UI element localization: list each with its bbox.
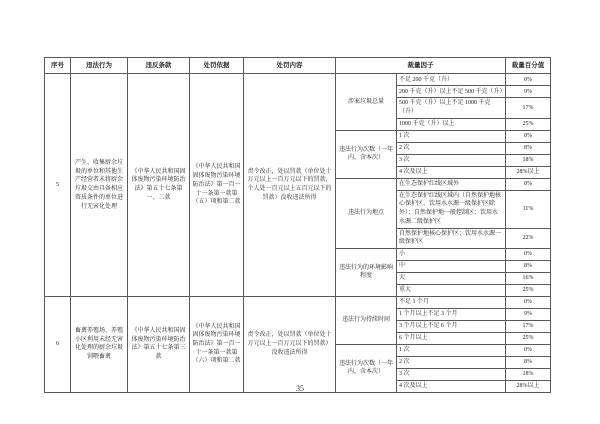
cell-factor-label: 1 次 (397, 130, 506, 142)
cell-factor-label: 3 次 (397, 368, 506, 380)
cell-factor-label: 1 次 (397, 344, 506, 356)
cell-factor-label: 500 千克（升）以上不足 1000 千克（升） (397, 98, 506, 118)
cell-percent: 8% (506, 142, 551, 154)
cell-percent: 8% (506, 260, 551, 272)
cell-percent: 16% (506, 272, 551, 284)
cell-seq: 6 (45, 296, 71, 392)
cell-percent: 18% (506, 154, 551, 166)
cell-factor-label: 4 次及以上 (397, 380, 506, 392)
cell-percent: 25% (506, 332, 551, 344)
cell-clause: 《中华人民共和国固体废物污染环境防治法》第五十七条第三款 (128, 296, 190, 392)
cell-percent: 0% (506, 248, 551, 260)
cell-percent: 0% (506, 296, 551, 308)
cell-percent: 0% (506, 178, 551, 190)
cell-factor-label: 不足 200 千克（升） (397, 74, 506, 86)
cell-percent: 9% (506, 308, 551, 320)
cell-factor-group: 违法行为持续时间 (336, 296, 397, 344)
header-factor: 裁量因子 (336, 58, 506, 74)
cell-behavior: 产生、收集厨余垃圾的单位和其他生产经营者未将厨余垃圾交由具备相应资质条件的单位进行无害化处理 (71, 74, 128, 297)
cell-factor-group: 违法行为地点 (336, 178, 397, 248)
cell-factor-label: 4 次及以上 (397, 166, 506, 178)
cell-factor-label: 不足 1 个月 (397, 296, 506, 308)
cell-factor-label: 200 千克（升）以上不足 500 千克（升） (397, 86, 506, 98)
header-seq: 序号 (45, 58, 71, 74)
cell-percent: 22% (506, 228, 551, 248)
cell-percent: 0% (506, 74, 551, 86)
factor-row (45, 74, 551, 86)
cell-factor-label: 1 个月以上不足 3 个月 (397, 308, 506, 320)
cell-factor-label: 3 次 (397, 154, 506, 166)
cell-factor-group: 违法行为的环境影响程度 (336, 248, 397, 296)
cell-basis: 《中华人民共和国固体废物污染环境防治法》第一百一十一条第一款第（五）项和第二款 (190, 74, 244, 297)
cell-behavior: 畜禽养殖场、养殖小区利用未经无害化处理的厨余垃圾饲喂畜禽 (71, 296, 128, 392)
cell-factor-group: 违法行为次数（一年内，含本次） (336, 130, 397, 178)
cell-factor-label: 自然保护地核心保护区；饮用水水源一级保护区 (397, 228, 506, 248)
cell-factor-label: 2 次 (397, 356, 506, 368)
cell-percent: 17% (506, 320, 551, 332)
header-behavior: 违法行为 (71, 58, 128, 74)
cell-percent: 0% (506, 130, 551, 142)
cell-percent: 25% (506, 284, 551, 296)
cell-percent: 25% (506, 118, 551, 130)
cell-factor-label: 在生态保护红线区域内（自然保护地核心保护区、饮用水水源一级保护区除外）；自然保护地一般控制区；饮用水水源二级保护区 (397, 190, 506, 228)
cell-percent: 28%以上 (506, 166, 551, 178)
cell-factor-group: 违法行为次数（一年内，含本次） (336, 344, 397, 392)
cell-factor-label: 重大 (397, 284, 506, 296)
penalty-discretion-table (44, 57, 551, 393)
cell-factor-group: 涉案垃圾总量 (336, 74, 397, 130)
cell-percent: 11% (506, 190, 551, 228)
cell-factor-label: 大 (397, 272, 506, 284)
factor-row (45, 296, 551, 308)
cell-penalty: 责令改正，处以罚款（单位处十万元以上一百万元以下的罚款）没收违法所得 (244, 296, 336, 392)
table-header-row (45, 58, 551, 74)
cell-factor-label: 6 个月以上 (397, 332, 506, 344)
header-penalty: 处罚内容 (244, 58, 336, 74)
header-basis: 处罚依据 (190, 58, 244, 74)
cell-factor-label: 小 (397, 248, 506, 260)
cell-factor-label: 1000 千克（升）以上 (397, 118, 506, 130)
header-percent: 裁量百分值 (506, 58, 551, 74)
cell-factor-label: 中 (397, 260, 506, 272)
page-number: 35 (296, 384, 304, 393)
cell-clause: 《中华人民共和国固体废物污染环境防治法》第五十七条第一、二款 (128, 74, 190, 297)
cell-seq: 5 (45, 74, 71, 297)
cell-percent: 9% (506, 86, 551, 98)
cell-percent: 0% (506, 344, 551, 356)
cell-percent: 8% (506, 356, 551, 368)
cell-percent: 18% (506, 368, 551, 380)
cell-percent: 17% (506, 98, 551, 118)
cell-factor-label: 在生态保护红线区域外 (397, 178, 506, 190)
cell-factor-label: 3 个月以上不足 6 个月 (397, 320, 506, 332)
header-clause: 违反条款 (128, 58, 190, 74)
cell-factor-label: 2 次 (397, 142, 506, 154)
cell-percent: 28%以上 (506, 380, 551, 392)
cell-basis: 《中华人民共和国固体废物污染环境防治法》第一百一十一条第一款第（六）项和第二款 (190, 296, 244, 392)
cell-penalty: 责令改正，处以罚款（单位处十万元以上一百万元以下的罚款，个人处一百元以上五百元以下的罚款）没收违法所得 (244, 74, 336, 297)
